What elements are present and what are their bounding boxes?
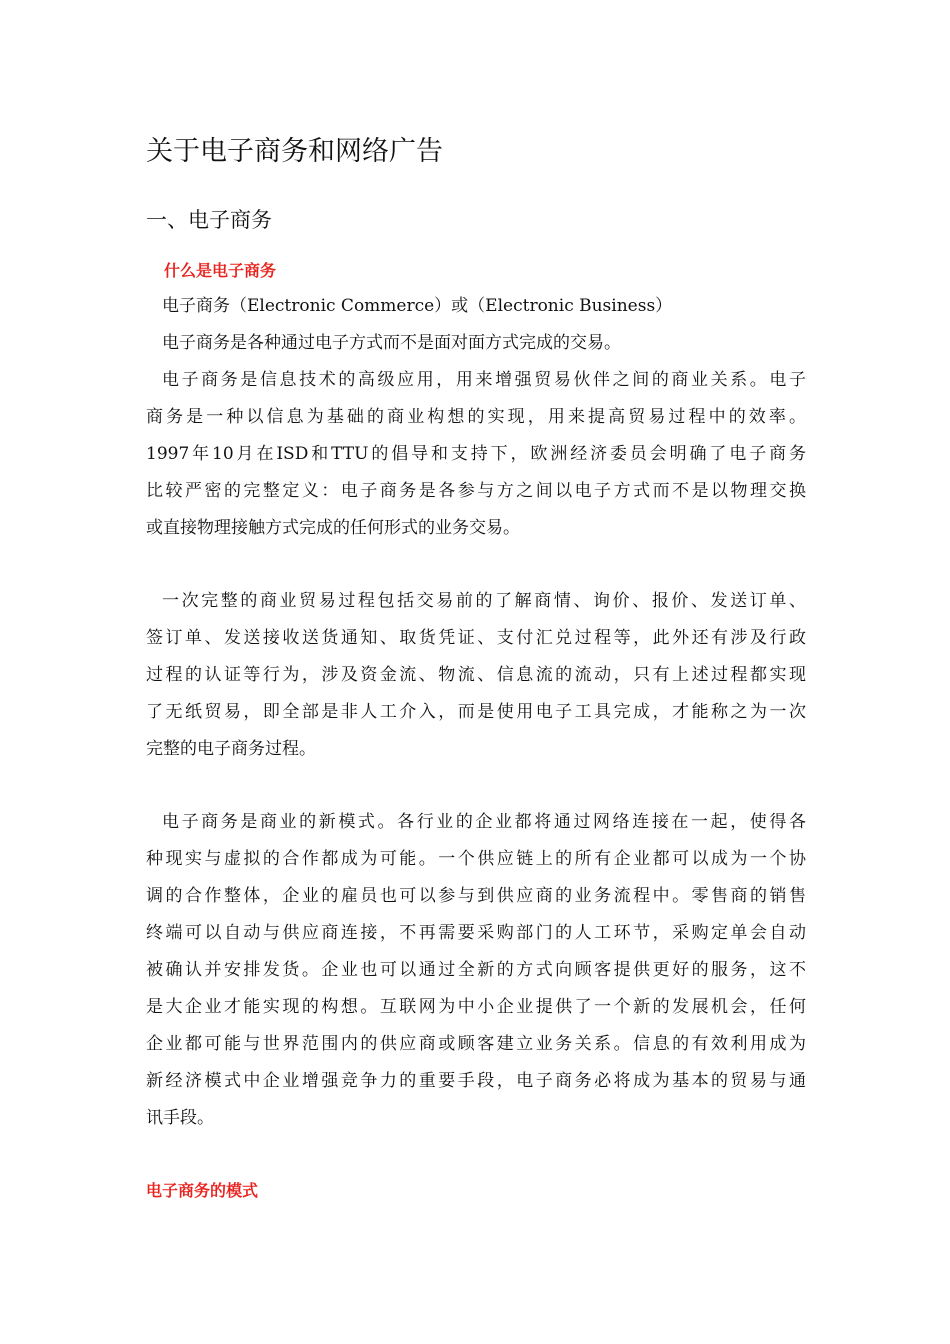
- paragraph-line: 或直接物理接触方式完成的任何形式的业务交易。: [146, 518, 520, 538]
- paragraph-line: 企业都可能与世界范围内的供应商或顾客建立业务关系。信息的有效利用成为: [146, 1034, 806, 1054]
- paragraph-line: 调的合作整体，企业的雇员也可以参与到供应商的业务流程中。零售商的销售: [146, 886, 806, 906]
- paragraph-line: 讯手段。: [146, 1108, 214, 1128]
- paragraph-line: 了无纸贸易，即全部是非人工介入，而是使用电子工具完成，才能称之为一次: [146, 702, 806, 722]
- paragraph-line: 一次完整的商业贸易过程包括交易前的了解商情、询价、报价、发送订单、: [162, 591, 806, 611]
- paragraph-line: 电子商务是商业的新模式。各行业的企业都将通过网络连接在一起，使得各: [162, 812, 806, 832]
- section-heading-ecommerce: 一、电子商务: [146, 208, 272, 232]
- paragraph-line: 完整的电子商务过程。: [146, 739, 316, 759]
- paragraph-line: 电子商务是各种通过电子方式而不是面对面方式完成的交易。: [162, 333, 621, 353]
- paragraph-line: 种现实与虚拟的合作都成为可能。一个供应链上的所有企业都可以成为一个协: [146, 849, 806, 869]
- paragraph-line: 签订单、发送接收送货通知、取货凭证、支付汇兑过程等，此外还有涉及行政: [146, 628, 806, 648]
- paragraph-line: 1997年10月在ISD和TTU的倡导和支持下，欧洲经济委员会明确了电子商务: [146, 444, 806, 464]
- paragraph-line: 终端可以自动与供应商连接，不再需要采购部门的人工环节，采购定单会自动: [146, 923, 806, 943]
- subheading-ecommerce-models: 电子商务的模式: [146, 1181, 259, 1200]
- paragraph-line: 电子商务（Electronic Commerce）或（Electronic Business）: [162, 296, 673, 316]
- paragraph-line: 比较严密的完整定义：电子商务是各参与方之间以电子方式而不是以物理交换: [146, 481, 806, 501]
- paragraph-line: 商务是一种以信息为基础的商业构想的实现，用来提高贸易过程中的效率。: [146, 407, 806, 427]
- paragraph-line: 过程的认证等行为，涉及资金流、物流、信息流的流动，只有上述过程都实现: [146, 665, 806, 685]
- paragraph-line: 是大企业才能实现的构想。互联网为中小企业提供了一个新的发展机会，任何: [146, 997, 806, 1017]
- paragraph-line: 新经济模式中企业增强竞争力的重要手段，电子商务必将成为基本的贸易与通: [146, 1071, 806, 1091]
- paragraph-line: 电子商务是信息技术的高级应用，用来增强贸易伙伴之间的商业关系。电子: [162, 370, 806, 390]
- paragraph-line: 被确认并安排发货。企业也可以通过全新的方式向顾客提供更好的服务，这不: [146, 960, 806, 980]
- document-title: 关于电子商务和网络广告: [146, 136, 443, 167]
- subheading-what-is-ecommerce: 什么是电子商务: [164, 261, 277, 280]
